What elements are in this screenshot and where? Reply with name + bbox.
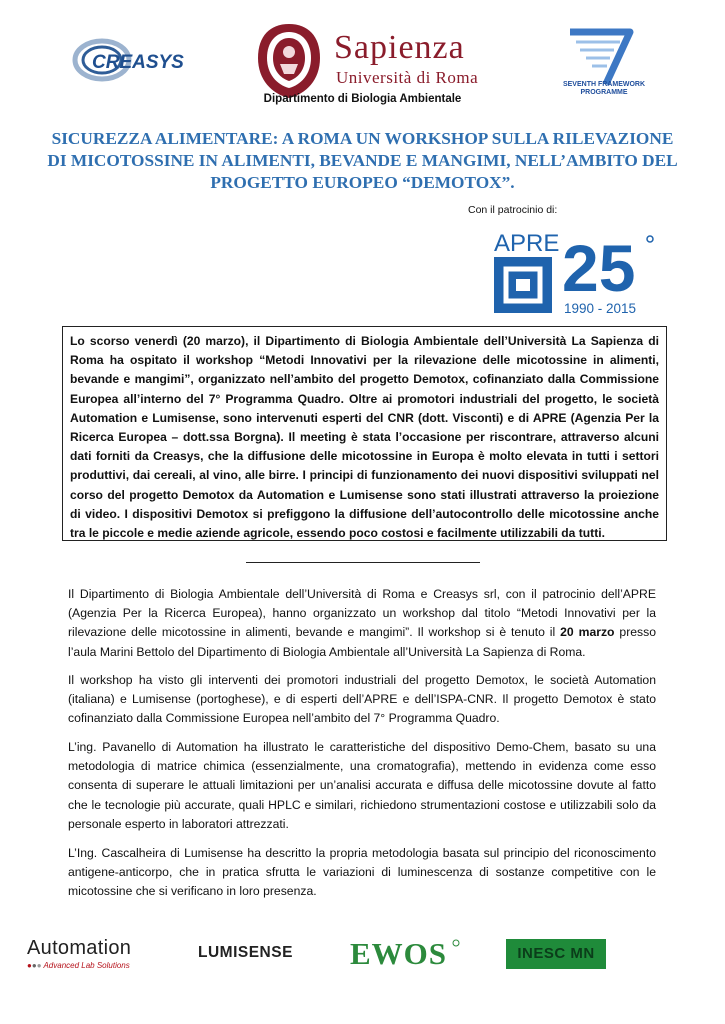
summary-text: Lo scorso venerdì (20 marzo), il Dipartimento di Biologia Ambientale dell’Università La Sapienza di Roma ha ospitato il workshop “Metodi Innovativi per la rilevazione delle micotossine in alimenti, bevande e mangimi”, organizzato nell’ambito del progetto Demotox, cofinanziato dalla Commissione Europea all’interno del 7° Programma Quadro. Oltre ai promotori industriali del progetto, le società Automation e Lumisense, sono intervenuti esperti del CNR (dott. Visconti) e di APRE (Agenzia Per la Ricerca Europea – dott.ssa Borgna). Il meeting è stata l’occasione per riscontrare, attraverso alcuni dati forniti da Creasys, che la diffusione delle micotossine in Europa è molto elevata in tutti i settori produttivi, dai cereali, al vino, alle birre. I principi di funzionamento dei nuovi dispositivi sviluppati nel corso del progetto Demotox da Automation e Lumisense sono stati illustrati attraverso la proiezione di video. I dispositivi Demotox si prefiggono la diffusione dell’autocontrollo delle micotossine anche tra le piccole e medie aziende agricole, essendo poco costosi e facilmente utilizzabili da tutti. <box>70 334 659 541</box>
automation-logo <box>27 937 131 970</box>
automation-logo-name: Automation <box>27 937 132 959</box>
fp7-logo-icon <box>560 26 644 88</box>
paragraph-2: Il workshop ha visto gli interventi dei promotori industriali del progetto Demotox, le società Automation (italiana) e Lumisense (portoghese), e di esperti dell’APRE e dell’ISPA-CNR. Il progetto Demotox è stato cofinanziato dalla Commissione Europea nell’ambito del 7° Programma Quadro. <box>68 673 656 726</box>
apre-logo-name: APRE <box>494 230 560 257</box>
automation-logo-tagline: ●●● Advanced Lab Solutions <box>27 961 130 970</box>
ewos-logo-text: EWOS <box>350 936 448 968</box>
inesc-logo: INESC MN <box>506 939 606 969</box>
headline: SICUREZZA ALIMENTARE: A ROMA UN WORKSHOP SULLA RILEVAZIONE DI MICOTOSSINE IN ALIMENTI, BEVANDE E MANGIMI, NELL’AMBITO DEL PROGETTO EUROPEO “DEMOTOX”. <box>47 129 678 192</box>
paragraph-1 <box>68 585 656 662</box>
paragraph-1-end: presso l’aula Marini Bettolo del Dipartimento di Biologia Ambientale all’Università La Sapienza di Roma. <box>68 625 657 659</box>
patrocinio-label: Con il patrocinio di: <box>468 204 558 216</box>
lumisense-logo: LUMISENSE <box>198 944 293 961</box>
divider <box>246 562 480 563</box>
apre-logo-years: 1990 - 2015 <box>564 301 637 316</box>
department-name: Dipartimento di Biologia Ambientale <box>263 93 462 105</box>
paragraph-4: L’Ing. Cascalheira di Lumisense ha descritto la propria metodologia basata sul principio del riconoscimento antigene-anticorpo, che in pratica sfrutta le variazioni di luminescenza di sostanze competitive con le micotossine che si verificano in loro presenza. <box>68 846 656 899</box>
creasys-logo-text: CREASYS <box>92 52 184 73</box>
paragraph-3: L’ing. Pavanello di Automation ha illustrato le caratteristiche del dispositivo Demo-Chem, basato su una metodologia di matrice chimica (essenzialmente, una cromatografia), mettendo in evidenza come esso consenta di superare le attuali limitazioni per un’analisi accurata e diffusa delle micotossine dovute al fatto che le tecnologie più accurate, quali HPLC e similari, richiedono strumentazioni costose e utilizzabili solo da personale esperto in laboratori attrezzati. <box>68 740 656 831</box>
sapienza-seal-icon <box>256 22 322 100</box>
fp7-text-line1: SEVENTH FRAMEWORK <box>562 81 646 88</box>
fp7-text-line2: PROGRAMME <box>580 89 628 96</box>
apre-25-logo <box>490 227 656 317</box>
sapienza-subtitle: Università di Roma <box>336 68 479 87</box>
automation-tagline-text: Advanced Lab Solutions <box>43 961 130 970</box>
dots-icon: ● <box>27 961 32 970</box>
ewos-logo <box>350 936 462 968</box>
sapienza-name: Sapienza <box>334 29 465 66</box>
summary-box <box>62 326 667 541</box>
paragraph-1-date: 20 marzo <box>560 625 615 640</box>
paragraph-1-start: Il Dipartimento di Biologia Ambientale dell’Università di Roma e Creasys srl, con il patrocinio dell’APRE (Agenzia Per la Ricerca Europea), hanno organizzato un workshop dal titolo “Metodi Innovativi per la rilevazione delle micotossine in alimenti, bevande e mangimi”. Il workshop si è tenuto il <box>68 587 656 640</box>
creasys-logo <box>72 38 200 82</box>
apre-logo-number: 25 <box>562 231 636 305</box>
